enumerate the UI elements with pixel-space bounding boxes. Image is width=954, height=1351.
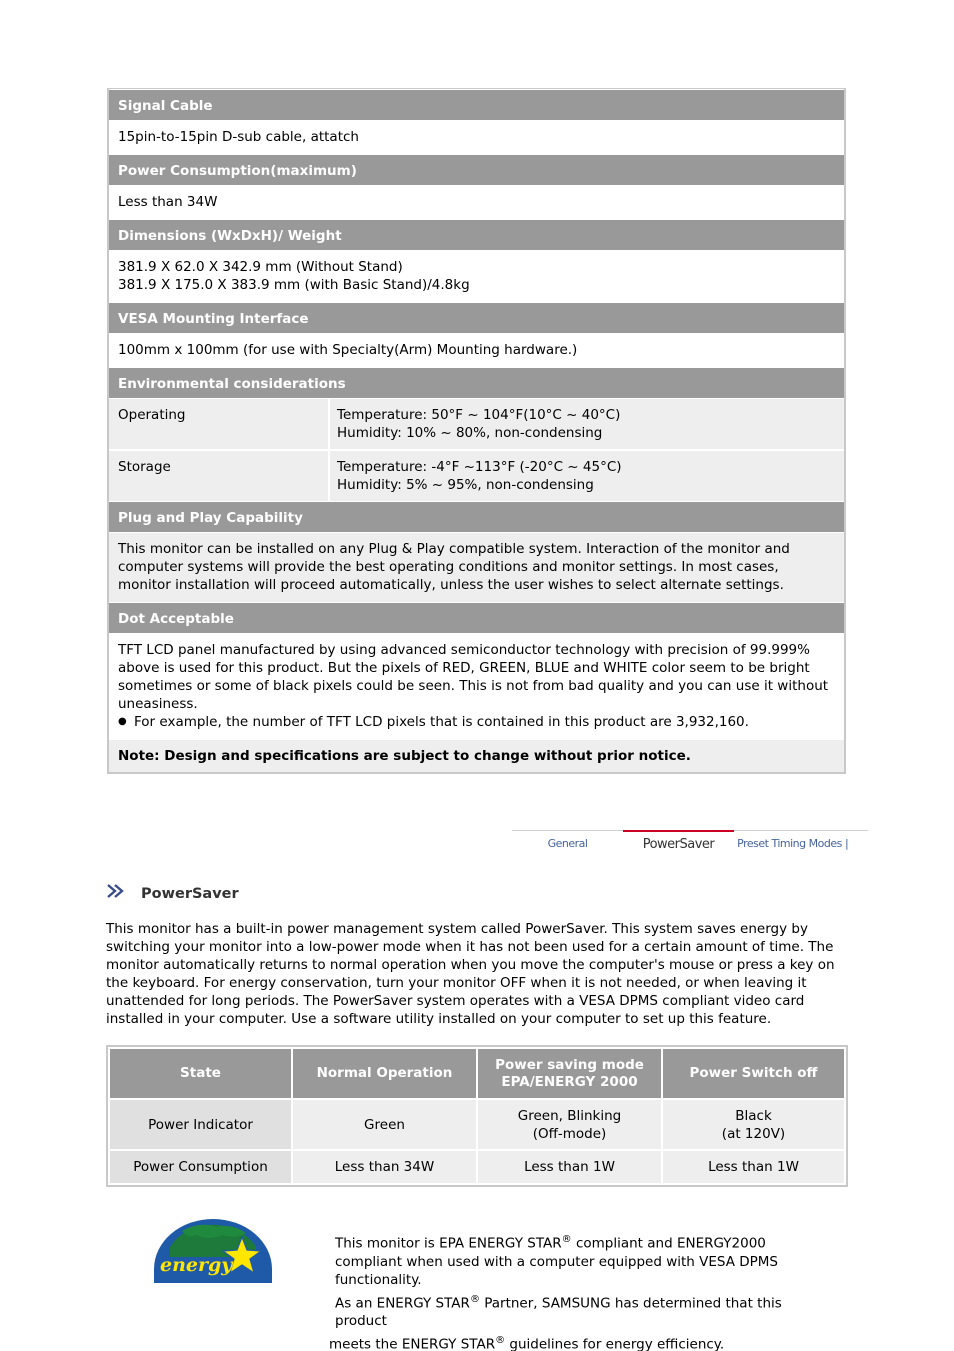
table-row-power-indicator [110, 1100, 844, 1149]
table-cell: Less than 1W [478, 1151, 661, 1183]
energy-text-part: compliant and ENERGY2000 compliant when used with a computer equipped with VESA DPMS functionality. [335, 1235, 779, 1288]
energy-star-statement [329, 1231, 835, 1351]
signal-cable-header: Signal Cable [109, 89, 844, 121]
cell-line-1: Green, Blinking [517, 1107, 622, 1124]
plug-play-header: Plug and Play Capability [109, 501, 844, 533]
table-cell [478, 1100, 661, 1149]
powersaver-title: PowerSaver [141, 886, 239, 902]
tab-separator: | [845, 837, 849, 850]
dimensions-line-1: 381.9 X 62.0 X 342.9 mm (Without Stand) [118, 259, 403, 275]
environment-row-operating [109, 399, 844, 451]
environment-label: Storage [109, 451, 330, 501]
column-header-off: Power Switch off [663, 1049, 844, 1098]
energy-star-logo [152, 1217, 274, 1285]
energy-text-part: Partner, SAMSUNG has determined that this product [335, 1295, 782, 1329]
vesa-value: 100mm x 100mm (for use with Specialty(Arm) Mounting hardware.) [109, 334, 844, 367]
specifications-table [107, 88, 846, 774]
table-cell [663, 1100, 844, 1149]
energy-paragraph-1 [335, 1231, 835, 1289]
energy-text-part: This monitor is EPA ENERGY STAR [335, 1235, 562, 1252]
column-header-normal: Normal Operation [293, 1049, 476, 1098]
environment-header: Environmental considerations [109, 367, 844, 399]
dimensions-header: Dimensions (WxDxH)/ Weight [109, 219, 844, 251]
bullet-text: For example, the number of TFT LCD pixels that is contained in this product are 3,932,160. [134, 714, 749, 730]
temperature-range: Temperature: -4°F ~113°F (-20°C ~ 45°C) [337, 459, 622, 475]
environment-value [330, 451, 844, 501]
registered-mark: ® [469, 1293, 480, 1305]
column-header-saving [478, 1049, 661, 1098]
energy-text-part: As an ENERGY STAR [335, 1295, 470, 1311]
spec-note: Note: Design and specifications are subject to change without prior notice. [109, 739, 844, 772]
dimensions-line-2: 381.9 X 175.0 X 383.9 mm (with Basic Stand)/4.8kg [118, 277, 470, 293]
column-header-saving-line-2: EPA/ENERGY 2000 [501, 1073, 638, 1090]
column-header-state: State [110, 1049, 291, 1098]
table-cell: Less than 34W [293, 1151, 476, 1183]
row-label: Power Consumption [110, 1151, 291, 1183]
energy-text-part: meets the ENERGY STAR [329, 1336, 496, 1351]
cell-line-2: (Off-mode) [532, 1125, 607, 1142]
registered-mark: ® [495, 1335, 506, 1346]
energy-text-part: guidelines for energy efficiency. [505, 1336, 725, 1351]
logo-wordmark: energy [160, 1254, 233, 1276]
power-consumption-value: Less than 34W [109, 186, 844, 219]
signal-cable-value: 15pin-to-15pin D-sub cable, attatch [109, 121, 844, 154]
table-row-power-consumption [110, 1151, 844, 1183]
double-chevron-icon [106, 882, 128, 900]
environment-value [330, 399, 844, 449]
dot-acceptable-bullet [118, 713, 835, 731]
humidity-range: Humidity: 10% ~ 80%, non-condensing [337, 425, 603, 441]
dot-acceptable-text: TFT LCD panel manufactured by using advanced semiconductor technology with precision of 99.999% above is used for this product. But the pixels of RED, GREEN, BLUE and WHITE color seem to be bright sometimes or some of black pixels could be seen. This is not from bad quality and you can use it without uneasiness. [118, 642, 829, 712]
table-cell: Green [293, 1100, 476, 1149]
powersaver-description: This monitor has a built-in power management system called PowerSaver. This system saves energy by switching your monitor into a low-power mode when it has not been used for a certain amount of time. The monitor automatically returns to normal operation when you move the computer's mouse or press a key on the keyboard. For energy conservation, turn your monitor OFF when it is not needed, or when leaving it unattended for long periods. The PowerSaver system operates with a VESA DPMS compliant video card installed in your computer. Use a software utility installed on your computer to set up this feature. [106, 921, 835, 1027]
registered-mark: ® [561, 1234, 572, 1245]
table-cell: Less than 1W [663, 1151, 844, 1183]
power-consumption-header: Power Consumption(maximum) [109, 154, 844, 186]
environment-label: Operating [109, 399, 330, 449]
tab-preset-timing-modes[interactable]: Preset Timing Modes [737, 837, 842, 850]
power-states-table [106, 1045, 848, 1187]
cell-line-1: Black [735, 1107, 772, 1124]
plug-play-value: This monitor can be installed on any Plug & Play compatible system. Interaction of the monitor and computer systems will provide the best operating conditions and monitor settings. In most cases, monitor installation will proceed automatically, unless the user wishes to select alternate settings. [109, 533, 844, 602]
row-label: Power Indicator [110, 1100, 291, 1149]
column-header-saving-line-1: Power saving mode [495, 1056, 644, 1073]
bullet-icon: ● [118, 716, 127, 727]
energy-paragraph-3 [329, 1332, 835, 1351]
cell-line-2: (at 120V) [721, 1125, 786, 1142]
dimensions-value [109, 251, 844, 302]
dot-acceptable-header: Dot Acceptable [109, 602, 844, 634]
tab-powersaver[interactable]: PowerSaver [623, 830, 734, 856]
powersaver-heading [106, 885, 239, 903]
environment-row-storage [109, 451, 844, 501]
vesa-header: VESA Mounting Interface [109, 302, 844, 334]
energy-paragraph-2 [335, 1291, 835, 1331]
dot-acceptable-value [109, 634, 844, 739]
tab-general[interactable]: General [547, 837, 588, 850]
temperature-range: Temperature: 50°F ~ 104°F(10°C ~ 40°C) [337, 407, 621, 423]
humidity-range: Humidity: 5% ~ 95%, non-condensing [337, 477, 594, 493]
section-tabs [512, 830, 868, 856]
